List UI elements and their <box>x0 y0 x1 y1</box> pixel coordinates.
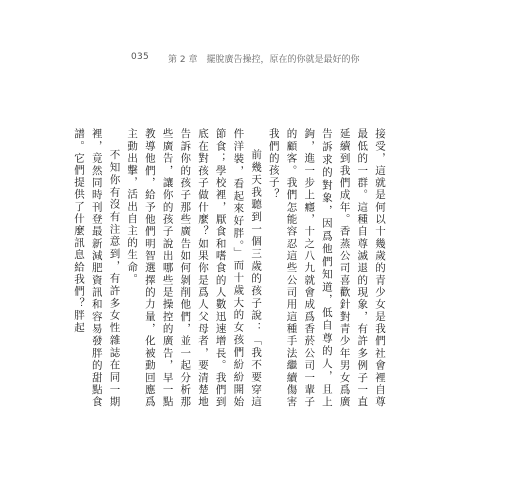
paragraph-2: 前幾天我聽到一個三歲的孩子說：「我不要穿這件洋裝，看起來好胖。」而十歲大的女孩們紛紛開始節食；學校裡，厭食和嗜食的人數迅速增長。我們到底在對孩子做什麼？如果你是爲人父母者，要清楚地告訴你的孩子那些廣告如何剝削他們，並一起分析那些廣告，讓你的孩子說出哪些是操控的廣告，早一點教導他們，給予他們明智選擇的力量，化被動回應爲主動出擊，活出自主的生命。 <box>126 128 263 408</box>
running-head: 第 2 章 擺脫廣告操控，原在的你就是最好的你 <box>168 55 360 65</box>
paragraph-1: 接受，這就是何以十幾歲的青少女是我們社會裡自尊最低的一群。這種自尊滅退的現象，有許多例子一直延續到我們成年。香蒸公司喜歡針對青少年男女爲廣告訴求的對象，因爲他們知道，低自尊的人，且上鉤，進一步上癮，十之八九就會成爲香菸公司一輩子的顧客。我們怎能容忍這些公司用這種手法繼續傷害我們的孩子？ <box>267 128 386 408</box>
paragraph-3: 不知你有沒有注意到，有許多女性雜誌在同一期裡，竟然同時刊登最新減肥資訊和容易發胖的甜點食譜。它們提供了什麼訊息給我們？胖起 <box>73 128 121 408</box>
page-number: 035 <box>131 52 150 62</box>
body-text <box>73 128 388 408</box>
page-header <box>0 48 520 68</box>
